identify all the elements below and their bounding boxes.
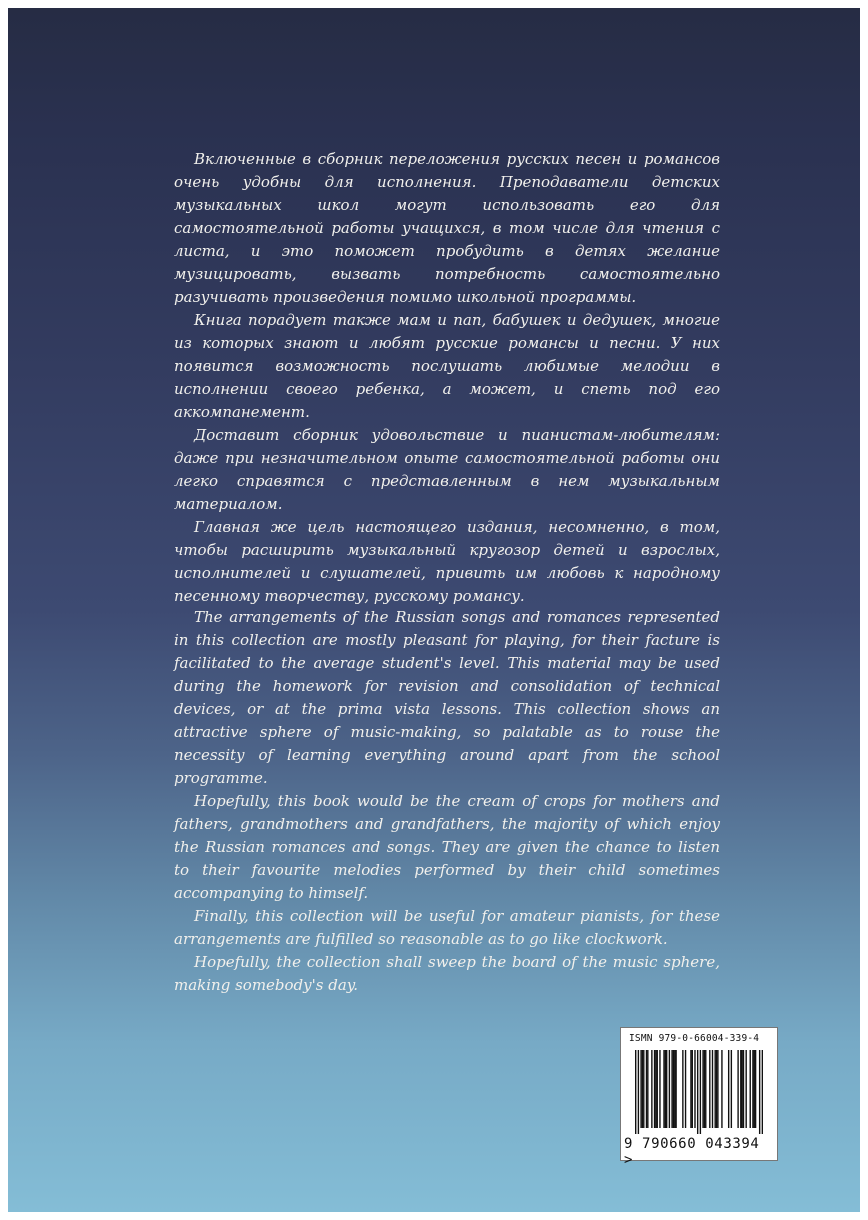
barcode-bar (762, 1050, 763, 1134)
russian-annotation (174, 148, 720, 608)
en-paragraph-3: Finally, this collection will be useful for amateur pianists, for these arrangements are fulfilled so reasonable as to go like clockwork. (174, 907, 720, 948)
barcode-bar (674, 1050, 675, 1128)
barcode-bar (712, 1050, 713, 1128)
barcode-bar (655, 1050, 656, 1128)
ru-paragraph-2: Книга порадует также мам и пап, бабушек и дедушек, многие из которых знают и любят русские романсы и песни. У них появится возможность послушать любимые мелодии в исполнении своего ребенка, а может, и спеть под его аккомпанемент. (174, 311, 720, 421)
barcode-bar (659, 1050, 660, 1128)
barcode-bar (714, 1050, 715, 1128)
barcode-bar (709, 1050, 710, 1128)
barcode-bar (716, 1050, 717, 1128)
back-cover (8, 8, 860, 1212)
barcode-bar (690, 1050, 691, 1128)
barcode-bar (663, 1050, 664, 1128)
barcode-bar (754, 1050, 755, 1128)
barcode-bar (640, 1050, 641, 1128)
barcode-bar (665, 1050, 666, 1128)
ismn-number: ISMN 979-0-66004-339-4 (629, 1033, 760, 1044)
barcode-bar (743, 1050, 744, 1128)
english-annotation (174, 606, 720, 997)
barcode-bar (705, 1050, 706, 1128)
barcode-bar (728, 1050, 729, 1128)
barcode-bar (737, 1050, 738, 1128)
barcode-bar (704, 1050, 705, 1128)
ru-paragraph-1: Включенные в сборник переложения русских песен и романсов очень удобны для исполнения. Преподаватели детских музыкальных школ могут использовать его для самостоятельной работы учащихся, в том числе для чтения с листа, и это поможет пробудить в детях желание музицировать, вызвать потребность самостоятельно разучивать произведения помимо школьной программы. (174, 150, 720, 306)
barcode-bar (651, 1050, 652, 1128)
barcode-bar (635, 1050, 636, 1134)
barcode-bar (675, 1050, 676, 1128)
barcode-bar (755, 1050, 756, 1128)
barcode-bar (671, 1050, 672, 1128)
barcode-bar (694, 1050, 695, 1128)
barcode-bar (646, 1050, 647, 1128)
barcode-bar (731, 1050, 732, 1128)
barcode-bar (717, 1050, 718, 1128)
barcode-bar (654, 1050, 655, 1128)
barcode-digits: 9 790660 043394 > (624, 1136, 760, 1168)
barcode-bar (669, 1050, 670, 1128)
barcode-bar (759, 1050, 760, 1134)
barcode-bar (682, 1050, 683, 1128)
ru-paragraph-3: Доставит сборник удовольствие и пианистам-любителям: даже при незначительном опыте самостоятельной работы они легко справятся с представленным в нем музыкальным материалом. (174, 426, 720, 513)
en-paragraph-1: The arrangements of the Russian songs and romances represented in this collection are mostly pleasant for playing, for their facture is facilitated to the average student's level. This material may be used during the homework for revision and consolidation of technical devices, or at the prima vista lessons. This collection shows an attractive sphere of music-making, so palatable as to rouse the necessity of learning everything around apart from the school programme. (174, 608, 720, 787)
barcode-bars (635, 1050, 763, 1134)
barcode-label (620, 1027, 778, 1168)
barcode-bar (745, 1050, 746, 1128)
ru-paragraph-4: Главная же цель настоящего издания, несомненно, в том, чтобы расширить музыкальный кругозор детей и взрослых, исполнителей и слушателей, привить им любовь к народному песенному творчеству, русскому романсу. (174, 518, 720, 605)
barcode-bar (692, 1050, 693, 1128)
barcode-bar (643, 1050, 644, 1128)
barcode-bar (721, 1050, 722, 1128)
barcode-bar (697, 1050, 698, 1134)
barcode-bar (741, 1050, 742, 1128)
barcode-bar (752, 1050, 753, 1128)
barcode-bar (702, 1050, 703, 1128)
barcode-bar (657, 1050, 658, 1128)
barcode-bar (638, 1050, 639, 1134)
barcode-bar (647, 1050, 648, 1128)
barcode-bar (642, 1050, 643, 1128)
en-paragraph-2: Hopefully, this book would be the cream of crops for mothers and fathers, grandmothers and grandfathers, the majority of which enjoy the Russian romances and songs. They are given the chance to listen to their favourite melodies performed by their child sometimes accompanying to himself. (174, 792, 720, 902)
barcode-bar (700, 1050, 701, 1134)
barcode-bar (750, 1050, 751, 1128)
en-paragraph-4: Hopefully, the collection shall sweep the board of the music sphere, making somebody's day. (174, 953, 720, 994)
barcode-bar (685, 1050, 686, 1128)
barcode-bar (666, 1050, 667, 1128)
barcode-bar (740, 1050, 741, 1128)
barcode-bar (673, 1050, 674, 1128)
